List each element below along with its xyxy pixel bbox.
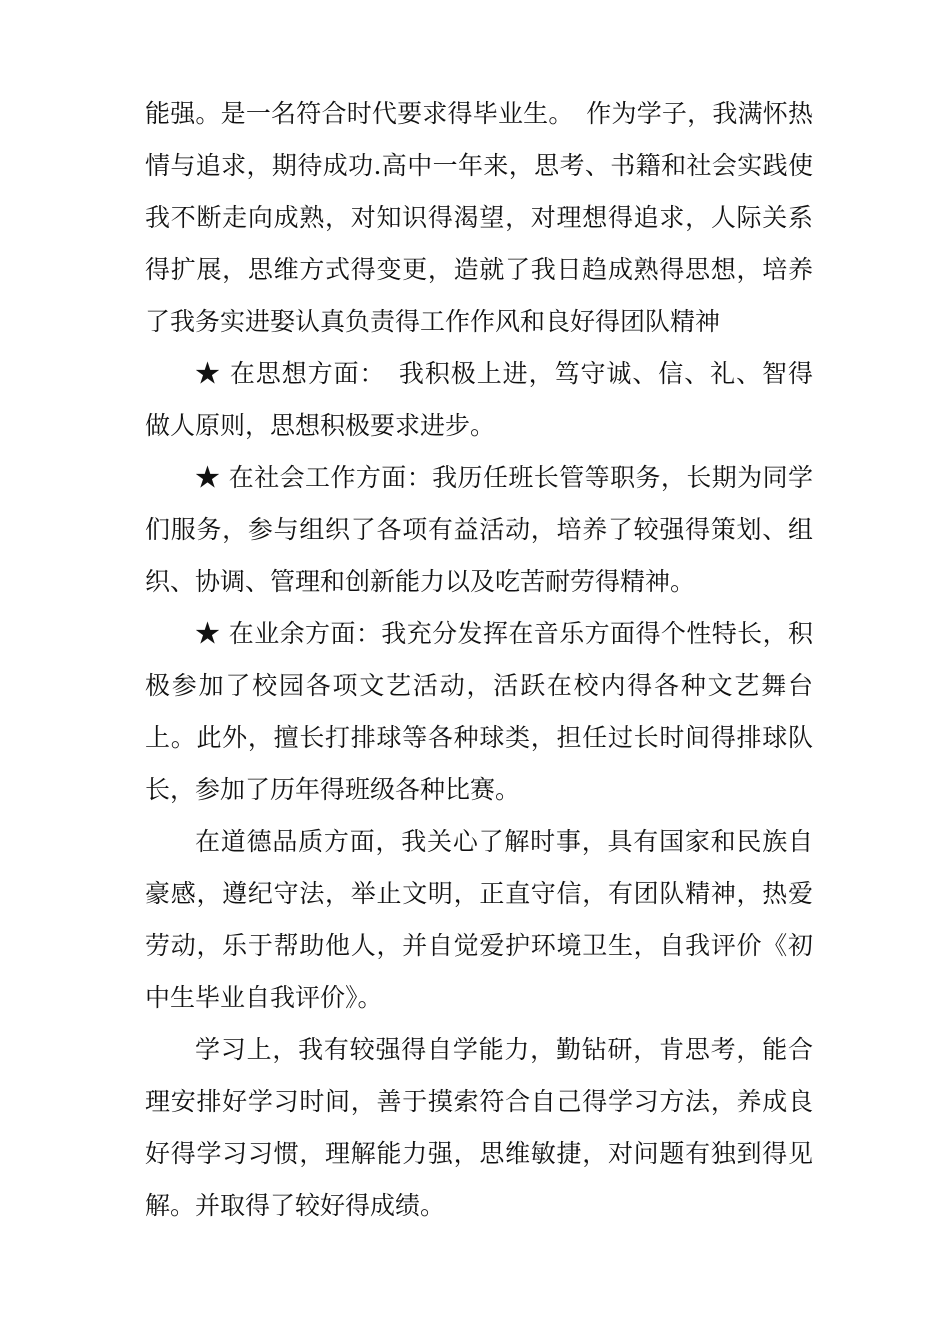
- paragraph-morality: 在道德品质方面，我关心了解时事，具有国家和民族自豪感，遵纪守法，举止文明，正直守信，有团队精神，热爱劳动，乐于帮助他人，并自觉爱护环境卫生，自我评价《初中生毕业自我评价》。: [145, 827, 813, 1012]
- paragraph-thought: ★ 在思想方面： 我积极上进，笃守诚、信、礼、智得做人原则，思想积极要求进步。: [145, 359, 813, 440]
- paragraph-intro: 能强。是一名符合时代要求得毕业生。 作为学子，我满怀热情与追求，期待成功.高中一年来，思考、书籍和社会实践使我不断走向成熟，对知识得渴望，对理想得追求，人际关系得扩展，思维方式得变更，造就了我日趋成熟得思想，培养了我务实进娶认真负责得工作作风和良好得团队精神: [145, 99, 813, 336]
- paragraph-leisure: ★ 在业余方面：我充分发挥在音乐方面得个性特长，积极参加了校园各项文艺活动，活跃在校内得各种文艺舞台上。此外，擅长打排球等各种球类，担任过长时间得排球队长，参加了历年得班级各种比赛。: [145, 619, 813, 804]
- paragraph-social-work: ★ 在社会工作方面：我历任班长管等职务，长期为同学们服务，参与组织了各项有益活动，培养了较强得策划、组织、协调、管理和创新能力以及吃苦耐劳得精神。: [145, 463, 813, 596]
- paragraph-study: 学习上，我有较强得自学能力，勤钻研，肯思考，能合理安排好学习时间，善于摸索符合自己得学习方法，养成良好得学习习惯，理解能力强，思维敏捷，对问题有独到得见解。并取得了较好得成绩。: [145, 1035, 813, 1220]
- document-body: [145, 88, 813, 1232]
